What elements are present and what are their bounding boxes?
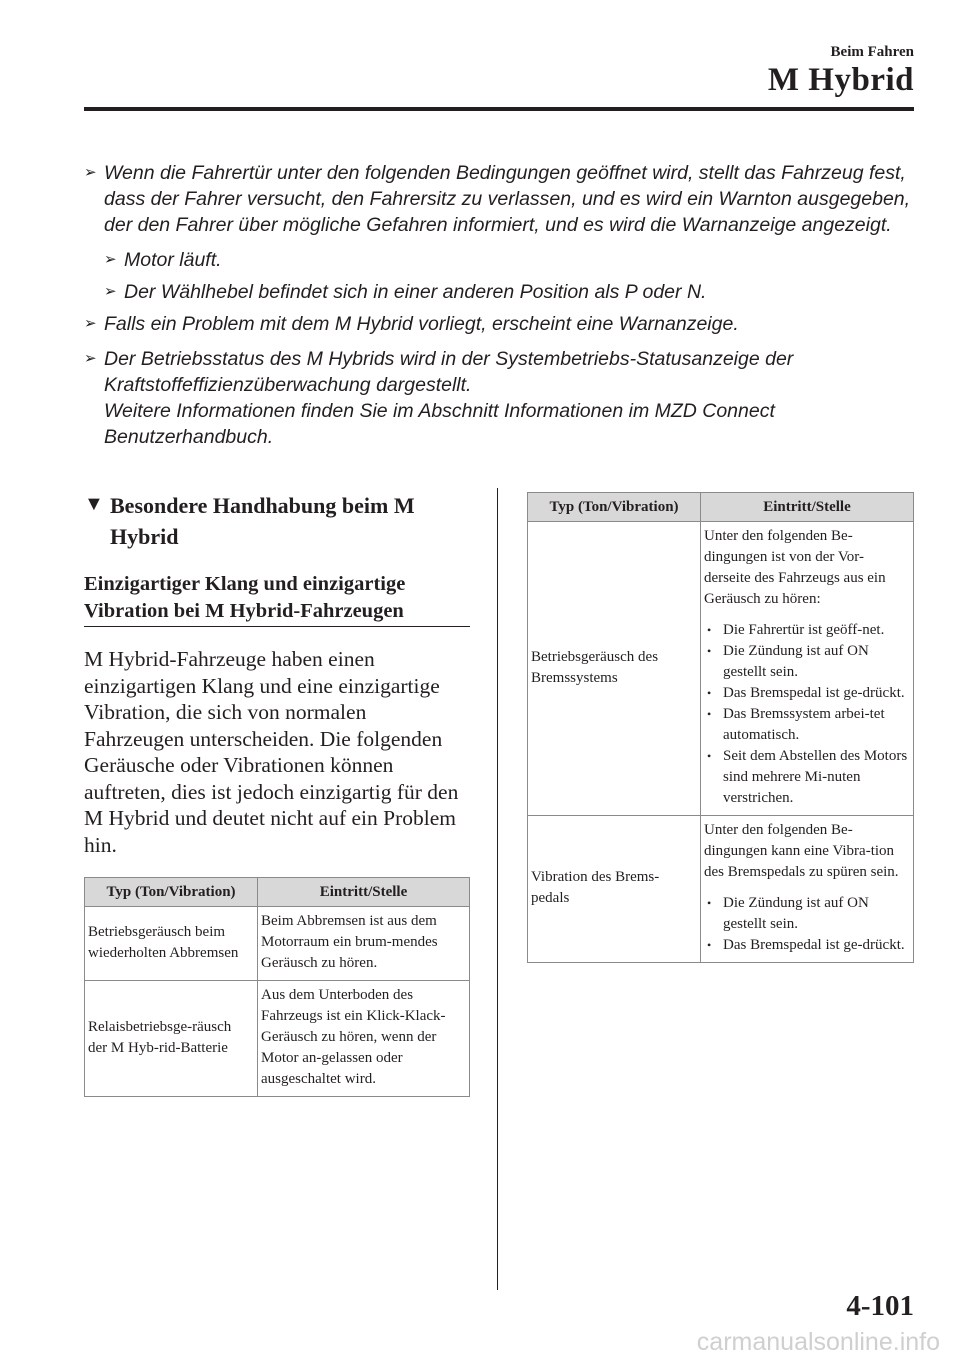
- bullet-list: [704, 620, 910, 809]
- column-header: Typ (Ton/Vibration): [85, 878, 258, 907]
- list-item: • Die Zündung ist auf ON gestellt sein.: [704, 641, 910, 683]
- list-item: • Die Fahrertür ist geöff-net.: [704, 620, 910, 641]
- table-header-row: [85, 878, 470, 907]
- left-column: [84, 490, 470, 1097]
- list-item: [104, 279, 914, 305]
- table-cell: Betriebsgeräusch beim wiederholten Abbremsen: [85, 907, 258, 981]
- intro-item-text: Weitere Informationen finden Sie im Abschnitt Informationen im MZD Connect Benutzerhandbuch.: [104, 400, 775, 448]
- subheading-text: Einzigartiger Klang und einzigartige Vibration bei M Hybrid-Fahrzeugen: [84, 571, 470, 627]
- body-paragraph: M Hybrid-Fahrzeuge haben einen einzigartigen Klang und eine einzigartige Vibration, die sich von normalen Fahrzeugen unterscheiden. Die folgenden Geräusche oder Vibrationen können auftreten, dies ist jedoch einzigartig für den M Hybrid und deutet nicht auf ein Problem hin.: [84, 647, 459, 857]
- table-cell: Aus dem Unterboden des Fahrzeugs ist ein Klick-Klack-Geräusch zu hören, wenn der Motor an-gelassen oder ausgeschaltet wird.: [258, 981, 470, 1097]
- section-heading: [84, 490, 470, 552]
- table-row: [528, 522, 914, 816]
- table-row: [85, 907, 470, 981]
- page-number: 4-101: [846, 1290, 914, 1322]
- bullet-list: [704, 893, 910, 956]
- subheading: [84, 571, 470, 630]
- list-item: • Das Bremssystem arbei-tet automatisch.: [704, 704, 910, 746]
- intro-subitem-text: Motor läuft.: [124, 249, 222, 271]
- column-divider: [497, 488, 498, 1290]
- table-cell: Relaisbetriebsge-räusch der M Hyb-rid-Batterie: [85, 981, 258, 1097]
- section-heading-text: Besondere Handhabung beim M Hybrid: [110, 493, 415, 549]
- list-item: [104, 247, 914, 273]
- arrow-icon: ➢: [84, 350, 97, 367]
- table-cell: Beim Abbremsen ist aus dem Motorraum ein brum-mendes Geräusch zu hören.: [258, 907, 470, 981]
- table-header-row: [528, 493, 914, 522]
- list-item: [84, 311, 914, 337]
- intro-list: [84, 160, 914, 459]
- arrow-icon: ➢: [84, 164, 97, 181]
- info-table-left: [84, 877, 470, 1097]
- arrow-icon: ➢: [104, 251, 117, 268]
- table-cell: [701, 522, 914, 816]
- chapter-label: Beim Fahren: [830, 44, 914, 60]
- list-item: • Das Bremspedal ist ge-drückt.: [704, 683, 910, 704]
- info-table-right: [527, 492, 914, 963]
- watermark: carmanualsonline.info: [696, 1328, 940, 1356]
- table-row: [528, 816, 914, 963]
- column-header: Eintritt/Stelle: [258, 878, 470, 907]
- page-title: M Hybrid: [767, 62, 914, 98]
- header-rule: [84, 107, 914, 111]
- table-cell: Vibration des Brems-pedals: [528, 816, 701, 963]
- table-cell: Betriebsgeräusch des Bremssystems: [528, 522, 701, 816]
- cell-intro-text: Unter den folgenden Be-dingungen ist von der Vor-derseite des Fahrzeugs aus ein Geräusch zu hören:: [704, 528, 886, 607]
- intro-item-text: Der Betriebsstatus des M Hybrids wird in der Systembetriebs-Statusanzeige der Kraftstoffeffizienzüberwachung dargestellt.: [104, 348, 794, 396]
- table-cell: [701, 816, 914, 963]
- triangle-down-icon: ▼: [84, 493, 104, 515]
- list-item: [84, 160, 914, 238]
- cell-intro-text: Unter den folgenden Be-dingungen kann eine Vibra-tion des Bremspedals zu spüren sein.: [704, 822, 899, 880]
- intro-item-text: Wenn die Fahrertür unter den folgenden Bedingungen geöffnet wird, stellt das Fahrzeug fest, dass der Fahrer versucht, den Fahrersitz zu verlassen, und es wird ein Warnton ausgegeben, der den Fahrer über mögliche Gefahren informiert, und es wird die Warnanzeige angezeigt.: [104, 162, 911, 236]
- list-item: [84, 346, 914, 450]
- list-item: • Die Zündung ist auf ON gestellt sein.: [704, 893, 910, 935]
- column-header: Typ (Ton/Vibration): [528, 493, 701, 522]
- table-row: [85, 981, 470, 1097]
- intro-item-text: Falls ein Problem mit dem M Hybrid vorliegt, erscheint eine Warnanzeige.: [104, 313, 739, 335]
- list-item: • Seit dem Abstellen des Motors sind mehrere Mi-nuten verstrichen.: [704, 746, 910, 809]
- right-column: [527, 492, 914, 963]
- arrow-icon: ➢: [84, 315, 97, 332]
- column-header: Eintritt/Stelle: [701, 493, 914, 522]
- intro-subitem-text: Der Wählhebel befindet sich in einer anderen Position als P oder N.: [124, 281, 707, 303]
- list-item: • Das Bremspedal ist ge-drückt.: [704, 935, 910, 956]
- arrow-icon: ➢: [104, 283, 117, 300]
